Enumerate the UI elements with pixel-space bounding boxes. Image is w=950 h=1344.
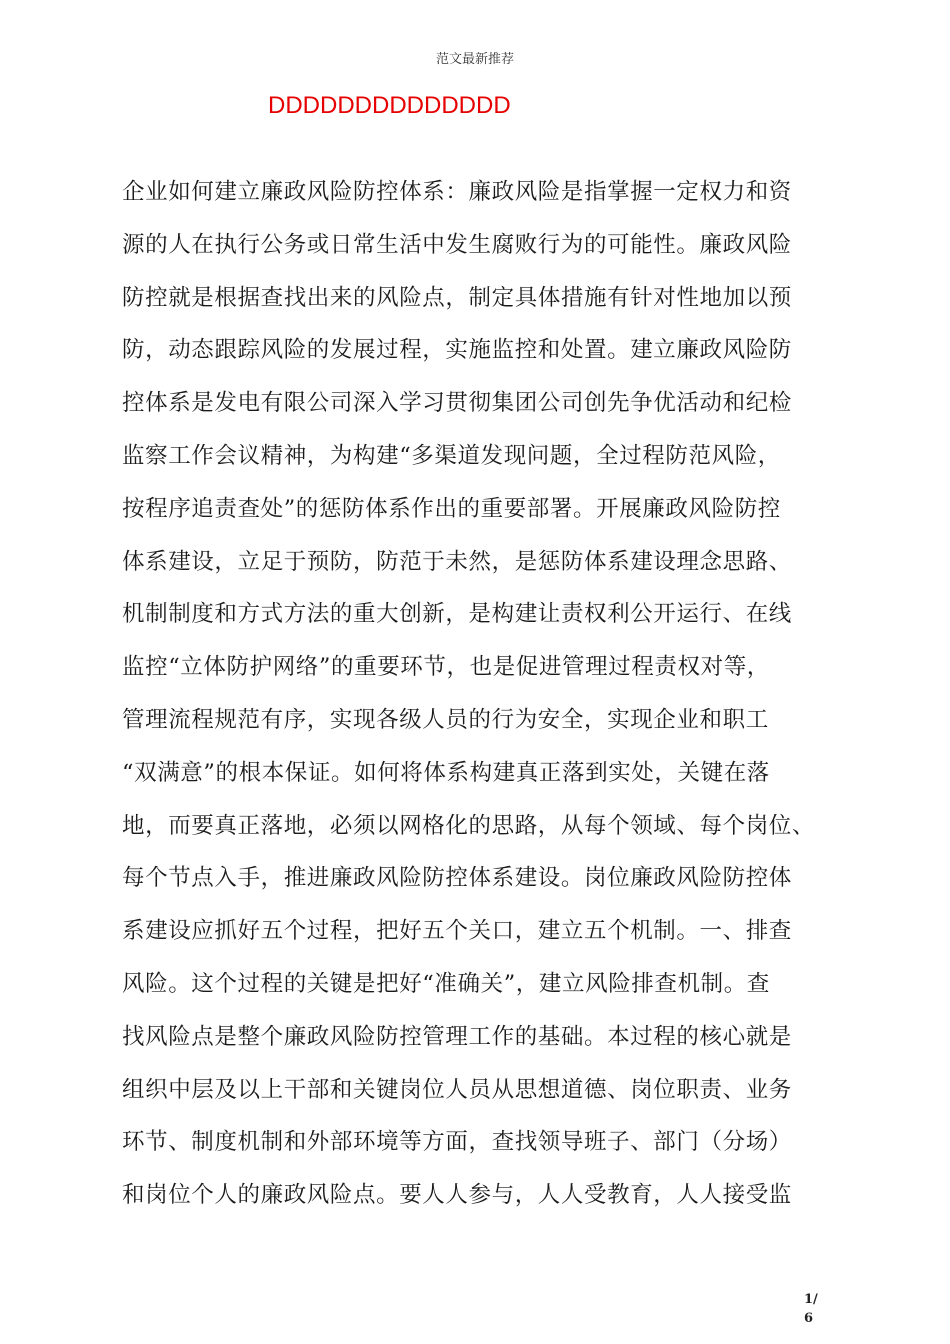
body-line: 企业如何建立廉政风险防控体系：廉政风险是指掌握一定权力和资 [122, 179, 792, 205]
body-line: 管理流程规范有序，实现各级人员的行为安全，实现企业和职工 [122, 706, 769, 733]
body-line: 控体系是发电有限公司深入学习贯彻集团公司创先争优活动和纪检 [122, 390, 792, 417]
body-line: 组织中层及以上干部和关键岗位人员从思想道德、岗位职责、业务 [122, 1076, 792, 1103]
body-line: 环节、制度机制和外部环境等方面，查找领导班子、部门（分场） [122, 1129, 792, 1156]
body-line: 找风险点是整个廉政风险防控管理工作的基础。本过程的核心就是 [122, 1023, 792, 1050]
body-line: 地，而要真正落地，必须以网格化的思路，从每个领域、每个岗位、 [122, 812, 816, 839]
body-line: 每个节点入手，推进廉政风险防控体系建设。岗位廉政风险防控体 [122, 865, 792, 892]
body-line: 机制制度和方式方法的重大创新，是构建让责权利公开运行、在线 [122, 601, 792, 628]
body-line: 系建设应抓好五个过程，把好五个关口，建立五个机制。一、排查 [122, 918, 792, 945]
body-line: 防控就是根据查找出来的风险点，制定具体措施有针对性地加以预 [122, 284, 792, 311]
body-line: 风险。这个过程的关键是把好“准确关”，建立风险排查机制。查 [122, 970, 770, 997]
body-line: 监控“立体防护网络”的重要环节，也是促进管理过程责权对等， [122, 654, 770, 681]
body-line: 按程序追责查处”的惩防体系作出的重要部署。开展廉政风险防控 [122, 495, 781, 522]
page-number-current: 1/ [804, 1292, 818, 1307]
body-line: 源的人在执行公务或日常生活中发生腐败行为的可能性。廉政风险 [122, 231, 792, 258]
body-line: 防，动态跟踪风险的发展过程，实施监控和处置。建立廉政风险防 [122, 337, 792, 364]
body-line: 体系建设，立足于预防，防范于未然，是惩防体系建设理念思路、 [122, 548, 792, 575]
page-number [804, 1290, 826, 1328]
document-title: DDDDDDDDDDDDDD [268, 92, 511, 119]
page-header: 范文最新推荐 [435, 52, 514, 67]
body-text [122, 166, 834, 1222]
body-line: 和岗位个人的廉政风险点。要人人参与，人人受教育，人人接受监 [122, 1182, 792, 1209]
body-line: “双满意”的根本保证。如何将体系构建真正落到实处，关键在落 [122, 759, 770, 786]
page-number-total: 6 [804, 1311, 814, 1326]
body-line: 监察工作会议精神，为构建“多渠道发现问题，全过程防范风险， [122, 442, 781, 469]
